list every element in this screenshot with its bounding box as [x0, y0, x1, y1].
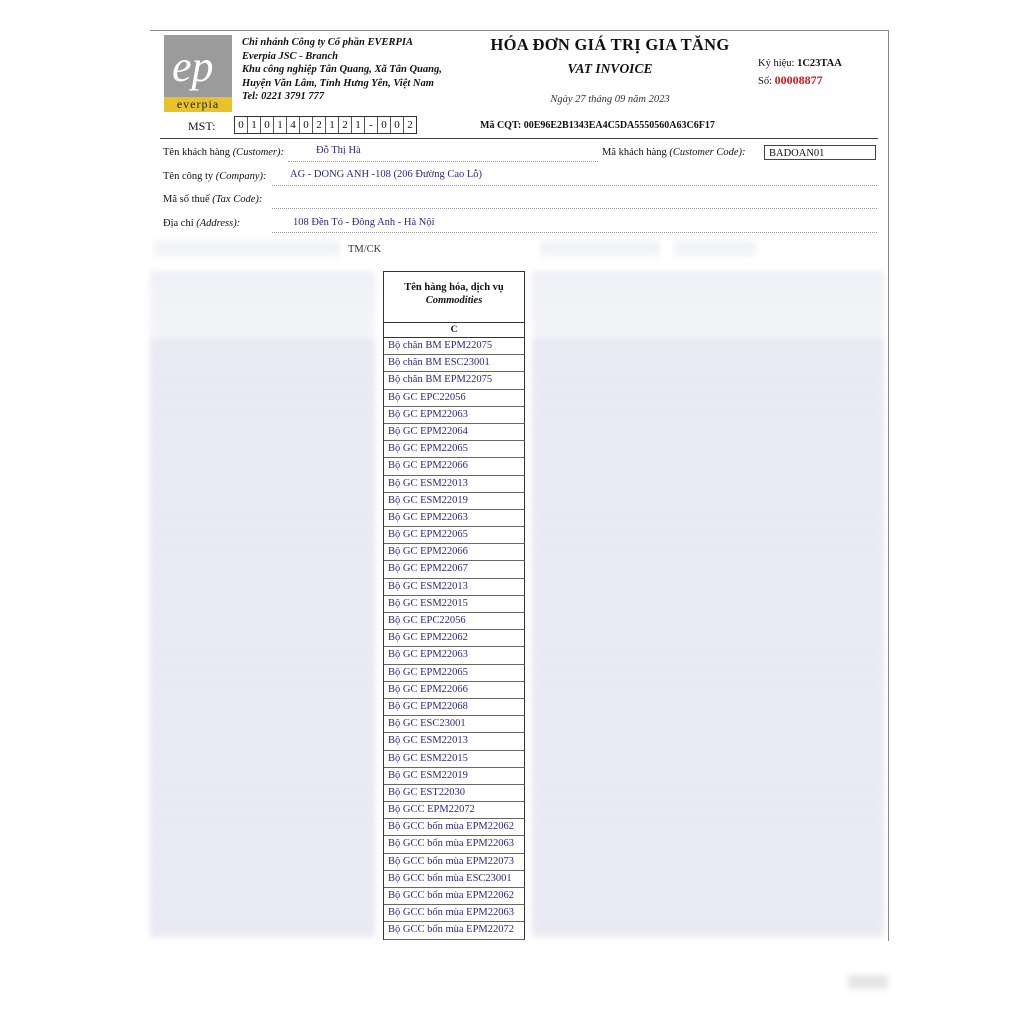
customer-name-underline: [288, 161, 598, 162]
blurred-right-columns: [532, 337, 884, 937]
mst-digit-boxes: [234, 116, 417, 134]
invoice-title-vn: HÓA ĐƠN GIÁ TRỊ GIA TĂNG: [490, 35, 730, 54]
blurred-left-columns: [150, 337, 375, 937]
customer-code-label: Mã khách hàng (Customer Code):: [602, 147, 746, 158]
cqt-code: Mã CQT: 00E96E2B1343EA4C5DA5550560A63C6F17: [480, 120, 715, 131]
commodities-column: [383, 271, 525, 940]
address-value: 108 Đền Tó - Đông Anh - Hà Nội: [293, 217, 435, 228]
blurred-account-label: [540, 241, 660, 257]
table-row: Bộ GC EPM22065: [383, 665, 525, 682]
blurred-page-number: [848, 975, 888, 989]
table-row: Bộ GC ESM22013: [383, 476, 525, 493]
mst-digit: 2: [407, 119, 413, 131]
invoice-sheet: [150, 30, 889, 941]
number-label: Số:: [758, 76, 775, 87]
table-row: Bộ GC EST22030: [383, 785, 525, 802]
invoice-number: 00008877: [774, 73, 823, 87]
table-row: Bộ chăn BM EPM22075: [383, 338, 525, 355]
table-row: Bộ GCC bốn mùa EPM22073: [383, 854, 525, 871]
table-row: Bộ GC EPC22056: [383, 613, 525, 630]
blurred-right-header: [532, 271, 884, 337]
table-row: Bộ GC EPM22066: [383, 544, 525, 561]
table-row: Bộ GCC bốn mùa EPM22062: [383, 888, 525, 905]
table-row: Bộ GC ESM22019: [383, 493, 525, 510]
table-row: Bộ GC EPM22065: [383, 527, 525, 544]
table-row: Bộ GCC bốn mùa EPM22072: [383, 922, 525, 939]
table-row: Bộ GC EPM22063: [383, 407, 525, 424]
table-row: Bộ GC EPM22066: [383, 458, 525, 475]
address-underline: [272, 232, 877, 233]
svg-text:ep: ep: [172, 42, 214, 91]
commodities-header: [383, 271, 525, 323]
mst-label: MST:: [188, 119, 216, 133]
mst-digit: 2: [339, 117, 352, 133]
table-row: Bộ GC ESM22015: [383, 596, 525, 613]
payment-method-value: TM/CK: [348, 244, 382, 255]
table-row: Bộ chăn BM ESC23001: [383, 355, 525, 372]
commodities-header-en: Commodities: [425, 295, 483, 306]
mst-digit: 0: [300, 117, 313, 133]
mst-digit: 4: [287, 117, 300, 133]
symbol-value: 1C23TAA: [797, 58, 842, 69]
table-row: Bộ GC ESM22013: [383, 579, 525, 596]
invoice-date: Ngày 27 tháng 09 năm 2023: [550, 94, 670, 105]
table-row: Bộ GC EPM22066: [383, 682, 525, 699]
logo-monogram: [164, 35, 232, 97]
company-phone: Tel: 0221 3791 777: [242, 91, 325, 102]
table-row: Bộ GC EPM22063: [383, 647, 525, 664]
table-row: Bộ GCC bốn mùa EPM22063: [383, 836, 525, 853]
mst-digit: 0: [378, 117, 391, 133]
column-code: C: [383, 323, 525, 338]
customer-name-value: Đỗ Thị Hà: [316, 145, 361, 156]
table-row: Bộ GC EPC22056: [383, 390, 525, 407]
mst-digit: -: [365, 117, 378, 133]
company-label: Tên công ty (Company):: [163, 171, 267, 182]
symbol-label: Ký hiệu:: [758, 58, 798, 69]
table-row: Bộ GCC bốn mùa ESC23001: [383, 871, 525, 888]
commodities-header-vn: Tên hàng hóa, dịch vụ: [404, 282, 504, 293]
header-divider: [160, 138, 878, 139]
logo-wordmark: everpia: [164, 97, 232, 112]
commodities-rows: [383, 338, 525, 940]
tax-code-label: Mã số thuế (Tax Code):: [163, 194, 263, 205]
table-row: Bộ GC EPM22065: [383, 441, 525, 458]
table-row: Bộ GC EPM22068: [383, 699, 525, 716]
table-row: Bộ GC EPM22062: [383, 630, 525, 647]
table-row: Bộ GC ESM22015: [383, 751, 525, 768]
table-row: Bộ GC EPM22067: [383, 561, 525, 578]
mst-digit: 2: [313, 117, 326, 133]
invoice-serial: [758, 56, 842, 90]
mst-digit: 0: [235, 117, 248, 133]
table-row: Bộ GCC bốn mùa EPM22062: [383, 819, 525, 836]
invoice-title-en: VAT INVOICE: [567, 61, 653, 76]
table-row: Bộ GCC EPM22072: [383, 802, 525, 819]
customer-code-box: BADOAN01: [764, 145, 876, 160]
table-row: Bộ GC EPM22063: [383, 510, 525, 527]
table-row: Bộ chăn BM EPM22075: [383, 372, 525, 389]
blurred-left-header: [150, 271, 375, 337]
table-row: Bộ GC ESM22013: [383, 733, 525, 750]
table-row: Bộ GCC bốn mùa EPM22063: [383, 905, 525, 922]
mst-digit: 0: [261, 117, 274, 133]
table-row: Bộ GC ESC23001: [383, 716, 525, 733]
mst-digit: 1: [326, 117, 339, 133]
blurred-payment-label: [155, 241, 340, 257]
company-underline: [272, 185, 877, 186]
company-address-1: Khu công nghiệp Tân Quang, Xã Tân Quang,: [242, 64, 442, 75]
company-info: [242, 36, 442, 104]
customer-name-label: Tên khách hàng (Customer):: [163, 147, 285, 158]
mst-digit: 1: [248, 117, 261, 133]
company-value: AG - DONG ANH -108 (206 Đường Cao Lỗ): [290, 169, 483, 180]
everpia-logo: [164, 35, 232, 111]
company-address-2: Huyện Văn Lâm, Tỉnh Hưng Yên, Việt Nam: [242, 77, 434, 89]
company-name-en: Everpia JSC - Branch: [242, 50, 338, 62]
mst-digit: 0: [391, 117, 404, 133]
mst-digit: 1: [274, 117, 287, 133]
company-name-vn: Chi nhánh Công ty Cổ phần EVERPIA: [242, 37, 413, 48]
address-label: Địa chỉ (Address):: [163, 218, 241, 229]
mst-digit: 1: [352, 117, 365, 133]
tax-code-underline: [272, 208, 877, 209]
table-row: Bộ GC ESM22019: [383, 768, 525, 785]
blurred-account-value: [675, 241, 755, 257]
table-row: Bộ GC EPM22064: [383, 424, 525, 441]
